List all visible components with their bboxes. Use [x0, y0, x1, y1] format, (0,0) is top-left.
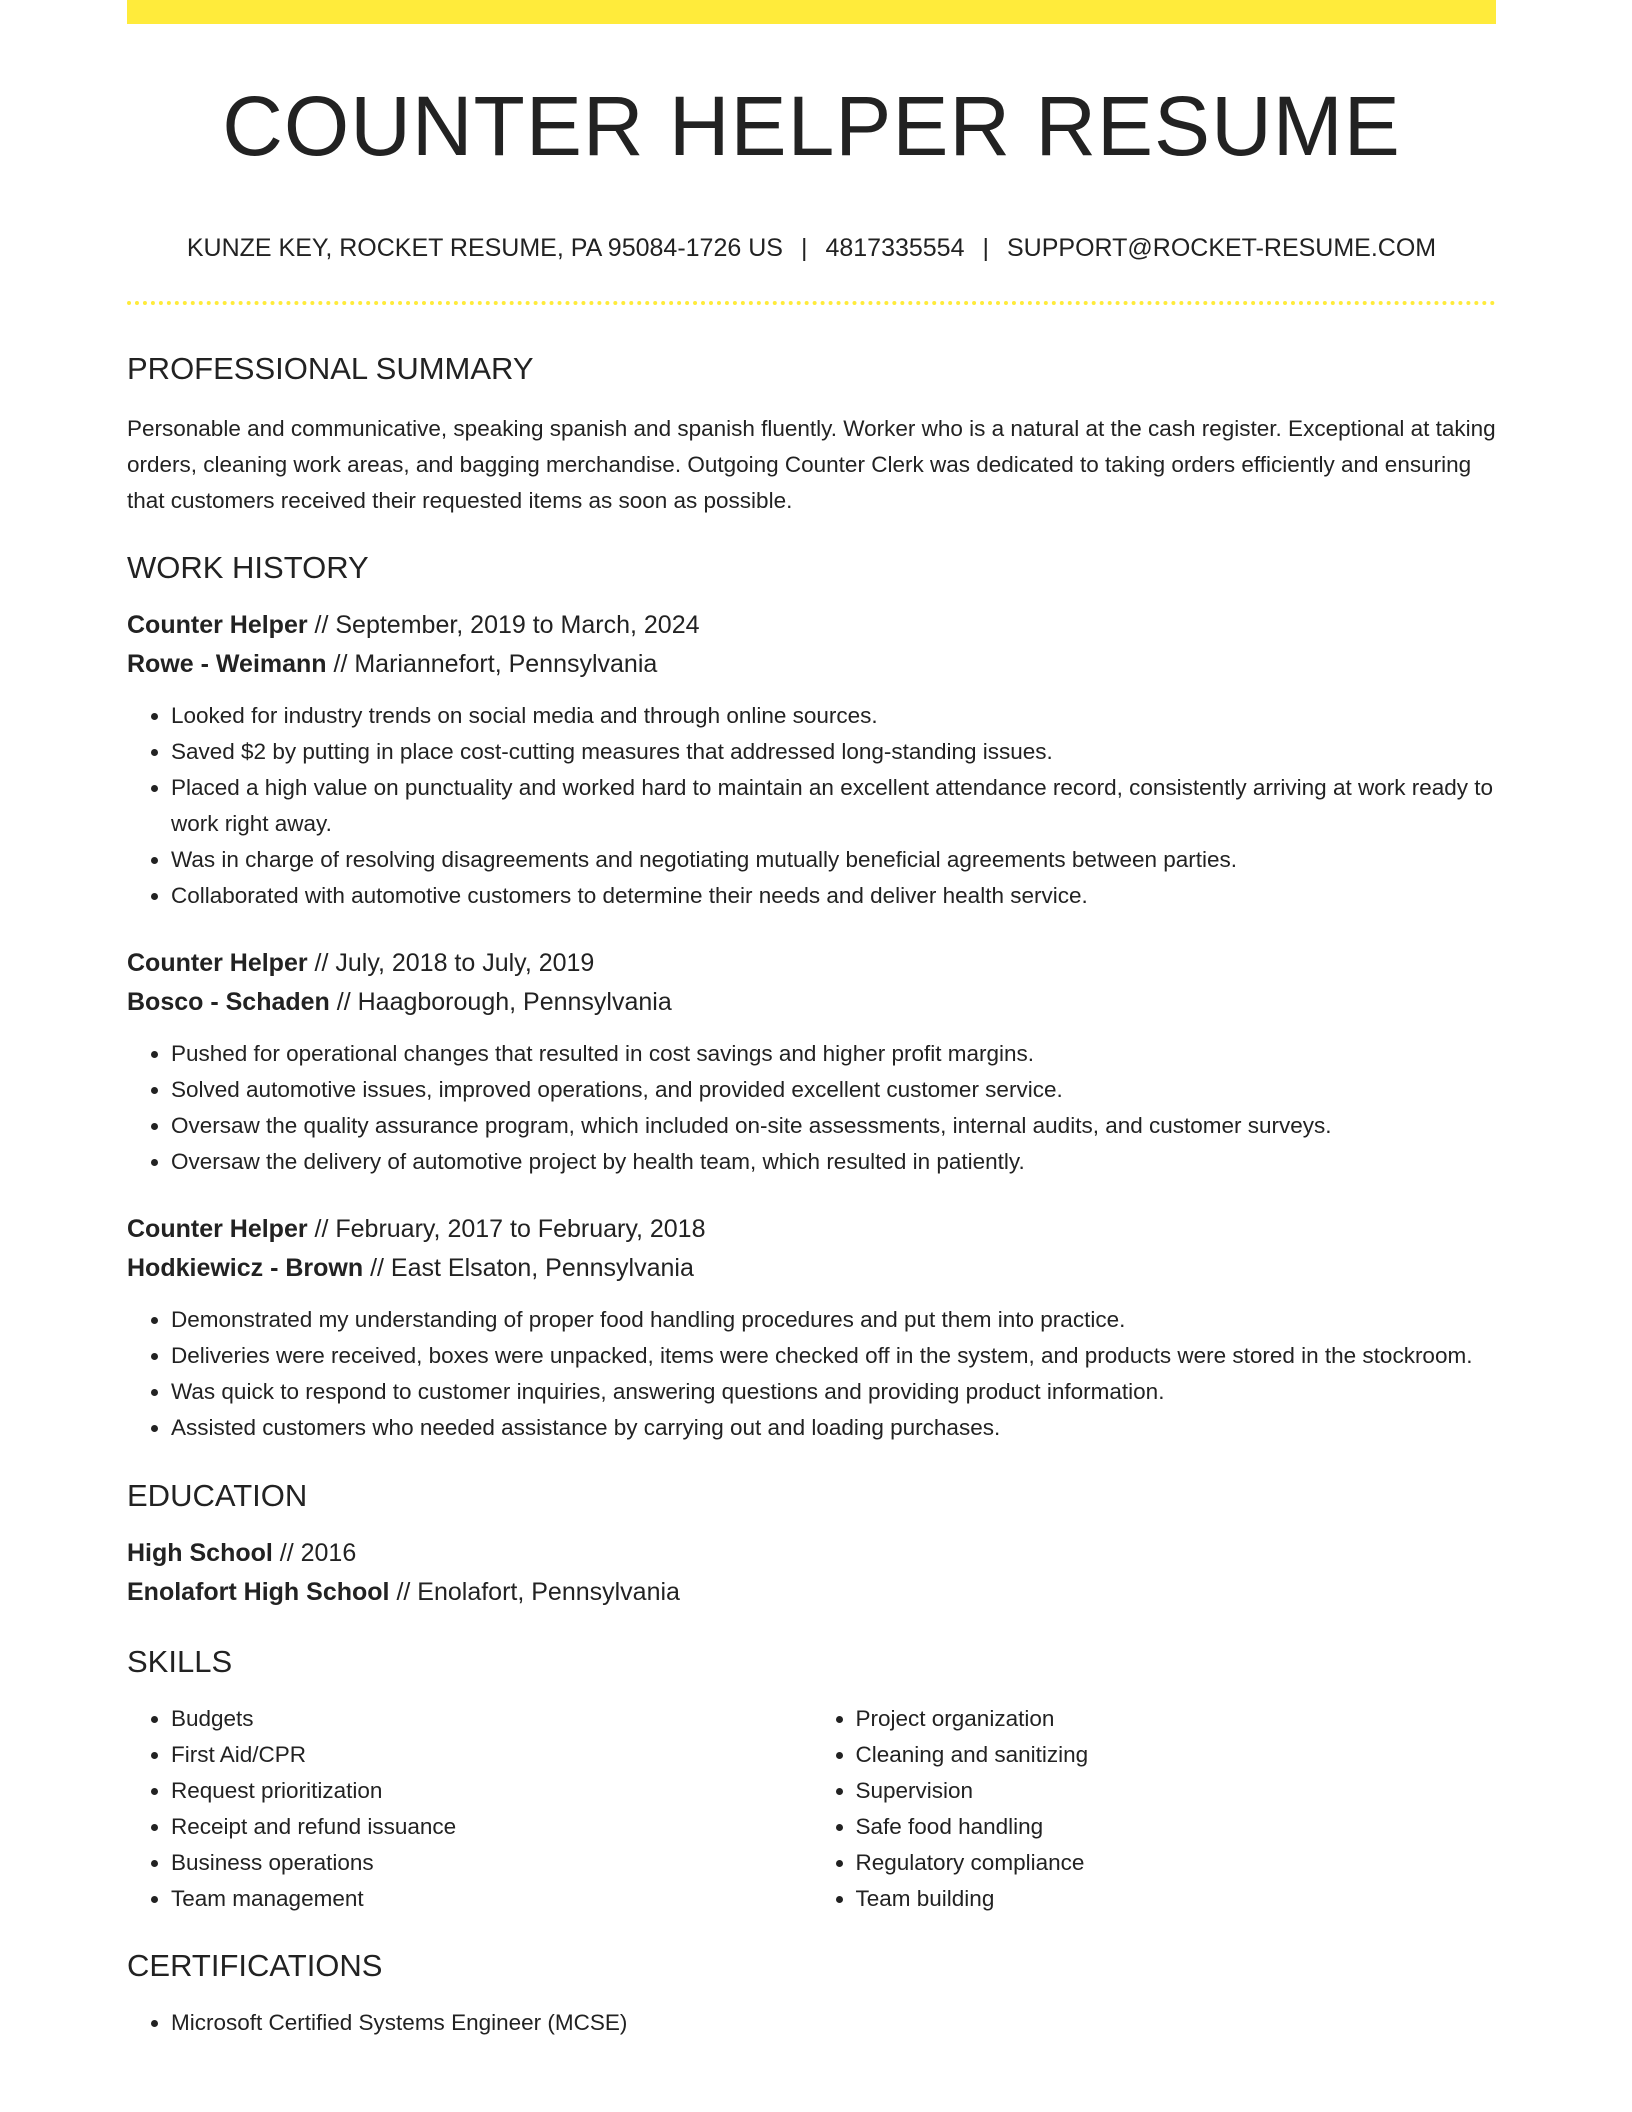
skills-grid — [127, 1701, 1496, 1917]
job-title-line — [127, 606, 1496, 645]
skill-item: • Receipt and refund issuance — [171, 1809, 812, 1845]
job-location: // Haagborough, Pennsylvania — [329, 988, 672, 1016]
skills-column-right — [812, 1701, 1497, 1917]
job-dates: // September, 2019 to March, 2024 — [307, 611, 700, 639]
education-location: // Enolafort, Pennsylvania — [389, 1578, 680, 1606]
education-school: Enolafort High School — [127, 1578, 390, 1606]
skill-item: • Safe food handling — [856, 1809, 1497, 1845]
job-title-line — [127, 944, 1496, 983]
resume-page — [127, 0, 1496, 2041]
job-bullet: • Deliveries were received, boxes were unpacked, items were checked off in the system, and products were stored in the stockroom. — [171, 1338, 1496, 1374]
skill-item: • Supervision — [856, 1773, 1497, 1809]
job-dates: // February, 2017 to February, 2018 — [307, 1215, 706, 1243]
skills-column-left — [127, 1701, 812, 1917]
contact-address: KUNZE KEY, ROCKET RESUME, PA 95084-1726 US — [186, 234, 783, 262]
contact-phone: 4817335554 — [825, 234, 965, 262]
job-entry — [127, 944, 1496, 1180]
skill-item: • Project organization — [856, 1701, 1497, 1737]
job-bullet: • Oversaw the quality assurance program, which included on-site assessments, internal audits, and customer surveys. — [171, 1108, 1496, 1144]
job-company: Rowe - Weimann — [127, 650, 327, 678]
summary-text: Personable and communicative, speaking spanish and spanish fluently. Worker who is a natural at the cash register. Exceptional at taking orders, cleaning work areas, and bagging merchandise. Outgoing Counter Clerk was dedicated to taking orders efficiently and ensuring that customers received their requested items as soon as possible. — [127, 416, 1496, 513]
education-entry — [127, 1534, 1496, 1612]
job-company-line — [127, 983, 1496, 1022]
job-company-line — [127, 645, 1496, 684]
contact-separator: | — [800, 234, 808, 262]
certifications-heading: CERTIFICATIONS — [127, 1948, 383, 1983]
job-bullet: • Looked for industry trends on social media and through online sources. — [171, 698, 1496, 734]
education-degree: High School — [127, 1539, 273, 1567]
skill-item: • Business operations — [171, 1845, 812, 1881]
education-degree-line — [127, 1534, 1496, 1573]
contact-email: SUPPORT@ROCKET-RESUME.COM — [1007, 234, 1437, 262]
job-dates: // July, 2018 to July, 2019 — [307, 949, 595, 977]
job-title: Counter Helper — [127, 1215, 308, 1243]
job-location: // Mariannefort, Pennsylvania — [326, 650, 658, 678]
skill-item: • First Aid/CPR — [171, 1737, 812, 1773]
job-bullets — [127, 1302, 1496, 1446]
contact-separator: | — [982, 234, 989, 262]
job-bullet: • Saved $2 by putting in place cost-cutting measures that addressed long-standing issues. — [171, 734, 1496, 770]
resume-title: COUNTER HELPER RESUME — [222, 79, 1401, 173]
certification-item: • Microsoft Certified Systems Engineer (MCSE) — [171, 2005, 1496, 2041]
education-school-line — [127, 1573, 1496, 1612]
job-title-line — [127, 1210, 1496, 1249]
contact-line — [127, 236, 1496, 261]
job-company: Hodkiewicz - Brown — [127, 1254, 364, 1282]
job-location: // East Elsaton, Pennsylvania — [363, 1254, 694, 1282]
skill-item: • Budgets — [171, 1701, 812, 1737]
skill-item: • Cleaning and sanitizing — [856, 1737, 1497, 1773]
summary-heading: PROFESSIONAL SUMMARY — [127, 351, 534, 386]
job-bullet: • Demonstrated my understanding of proper food handling procedures and put them into practice. — [171, 1302, 1496, 1338]
job-bullets — [127, 1036, 1496, 1180]
job-bullet: • Placed a high value on punctuality and worked hard to maintain an excellent attendance record, consistently arriving at work ready to work right away. — [171, 770, 1496, 842]
job-bullet: • Collaborated with automotive customers to determine their needs and deliver health service. — [171, 878, 1496, 914]
skill-item: • Team building — [856, 1881, 1497, 1917]
top-accent-bar — [127, 0, 1496, 24]
job-title: Counter Helper — [127, 949, 308, 977]
job-bullets — [127, 698, 1496, 914]
job-title: Counter Helper — [127, 611, 308, 639]
job-bullet: • Solved automotive issues, improved operations, and provided excellent customer service. — [171, 1072, 1496, 1108]
job-entry — [127, 606, 1496, 914]
job-bullet: • Oversaw the delivery of automotive project by health team, which resulted in patiently. — [171, 1144, 1496, 1180]
job-bullet: • Pushed for operational changes that resulted in cost savings and higher profit margins. — [171, 1036, 1496, 1072]
job-company-line — [127, 1249, 1496, 1288]
work-history-heading: WORK HISTORY — [127, 550, 369, 585]
skills-heading: SKILLS — [127, 1644, 233, 1679]
job-company: Bosco - Schaden — [127, 988, 330, 1016]
skill-item: • Request prioritization — [171, 1773, 812, 1809]
education-year: // 2016 — [272, 1539, 357, 1567]
education-heading: EDUCATION — [127, 1478, 308, 1513]
job-bullet: • Was quick to respond to customer inquiries, answering questions and providing product information. — [171, 1374, 1496, 1410]
skill-item: • Regulatory compliance — [856, 1845, 1497, 1881]
job-bullet: • Assisted customers who needed assistance by carrying out and loading purchases. — [171, 1410, 1496, 1446]
job-entry — [127, 1210, 1496, 1446]
skill-item: • Team management — [171, 1881, 812, 1917]
job-bullet: • Was in charge of resolving disagreements and negotiating mutually beneficial agreements between parties. — [171, 842, 1496, 878]
certifications-list — [127, 2005, 1496, 2041]
dotted-divider — [127, 301, 1496, 305]
